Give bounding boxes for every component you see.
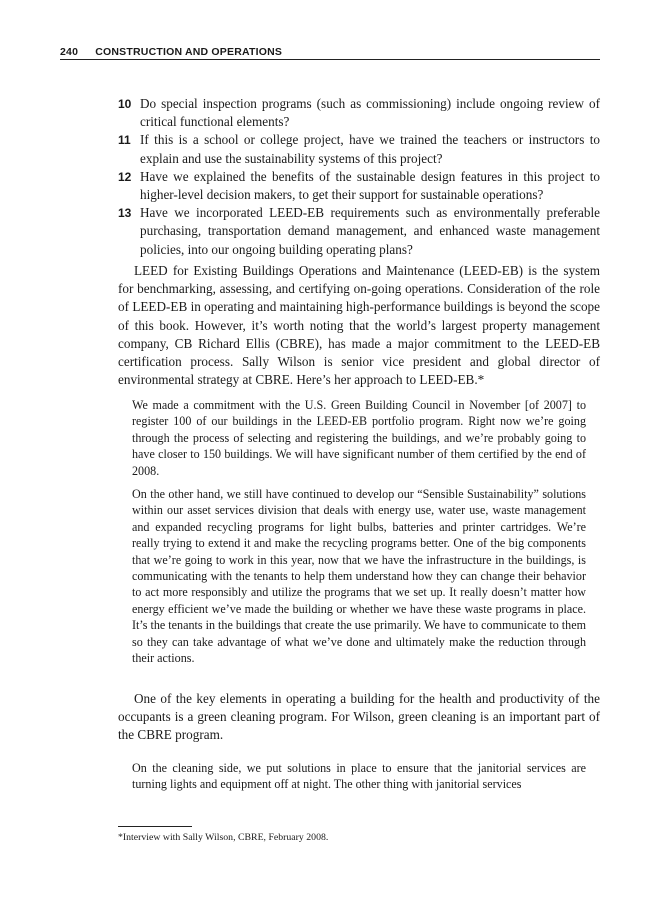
question-number: 11 <box>118 133 131 148</box>
checklist-questions <box>118 95 600 259</box>
page-number: 240 <box>60 46 79 58</box>
footnote: *Interview with Sally Wilson, CBRE, February 2008. <box>118 832 329 843</box>
list-item <box>118 95 600 131</box>
running-header <box>60 46 600 60</box>
block-quote: On the other hand, we still have continued to develop our “Sensible Sustainability” solutions within our asset services division that deals with energy use, water use, waste management and expanded recycling programs for light bulbs, batteries and printer cartridges. We’re really trying to extend it and make the recycling programs better. One of the big components that we’re going to work in this year, now that we have the infrastructure in the buildings, is communicating with the tenants to help them understand how they can change their behavior to act more responsibly and utilize the programs that we set up. It really doesn’t matter how energy efficient we’ve made the building or whether we have these waste programs in place. It’s the tenants in the buildings that create the use primarily. We have to communicate to them so they can take advantage of what we’ve done and ultimately make the reduction through their actions. <box>132 487 586 666</box>
list-item <box>118 204 600 259</box>
question-number: 10 <box>118 97 132 111</box>
list-item <box>118 168 600 204</box>
body-paragraph: LEED for Existing Buildings Operations and Maintenance (LEED-EB) is the system for benchmarking, assessing, and certifying on-going operations. Consideration of the role of LEED-EB in operating and maintaining high-performance buildings is beyond the scope of this book. However, it’s worth noting that the world’s largest property management company, CB Richard Ellis (CBRE), has made a major commitment to the LEED-EB certification process. Sally Wilson is senior vice president and global director of environmental strategy at CBRE. Here’s her approach to LEED-EB.* <box>118 263 600 388</box>
block-quote: On the cleaning side, we put solutions in place to ensure that the janitorial services are turning lights and equipment off at night. The other thing with janitorial services <box>132 761 586 792</box>
question-text: Do special inspection programs (such as commissioning) include ongoing review of critical functional elements? <box>140 96 600 130</box>
question-number: 13 <box>118 206 132 221</box>
section-title: CONSTRUCTION AND OPERATIONS <box>95 46 283 58</box>
header-rule <box>60 59 600 60</box>
question-text: Have we explained the benefits of the sustainable design features in this project to higher-level decision makers, to get their support for sustainable operations? <box>140 168 600 203</box>
question-number: 12 <box>118 169 132 184</box>
body-paragraph: One of the key elements in operating a building for the health and productivity of the occupants is a green cleaning program. For Wilson, green cleaning is an important part of the CBRE program. <box>118 691 600 743</box>
footnote-rule <box>118 826 192 827</box>
list-item <box>118 131 600 167</box>
question-text: If this is a school or college project, have we trained the teachers or instructors to explain and use the sustainability systems of this project? <box>140 132 600 166</box>
block-quote: We made a commitment with the U.S. Green Building Council in November [of 2007] to register 100 of our buildings in the LEED-EB portfolio program. Right now we’re going through the process of selecting and registering the buildings, and we’re probably going to have closer to 150 buildings. We will have significant number of them certified by the end of 2008. <box>132 398 586 478</box>
question-text: Have we incorporated LEED-EB requirements such as environmentally preferable purchasing, transportation demand management, and enhanced waste management policies, into our ongoing building operating plans? <box>140 205 600 257</box>
